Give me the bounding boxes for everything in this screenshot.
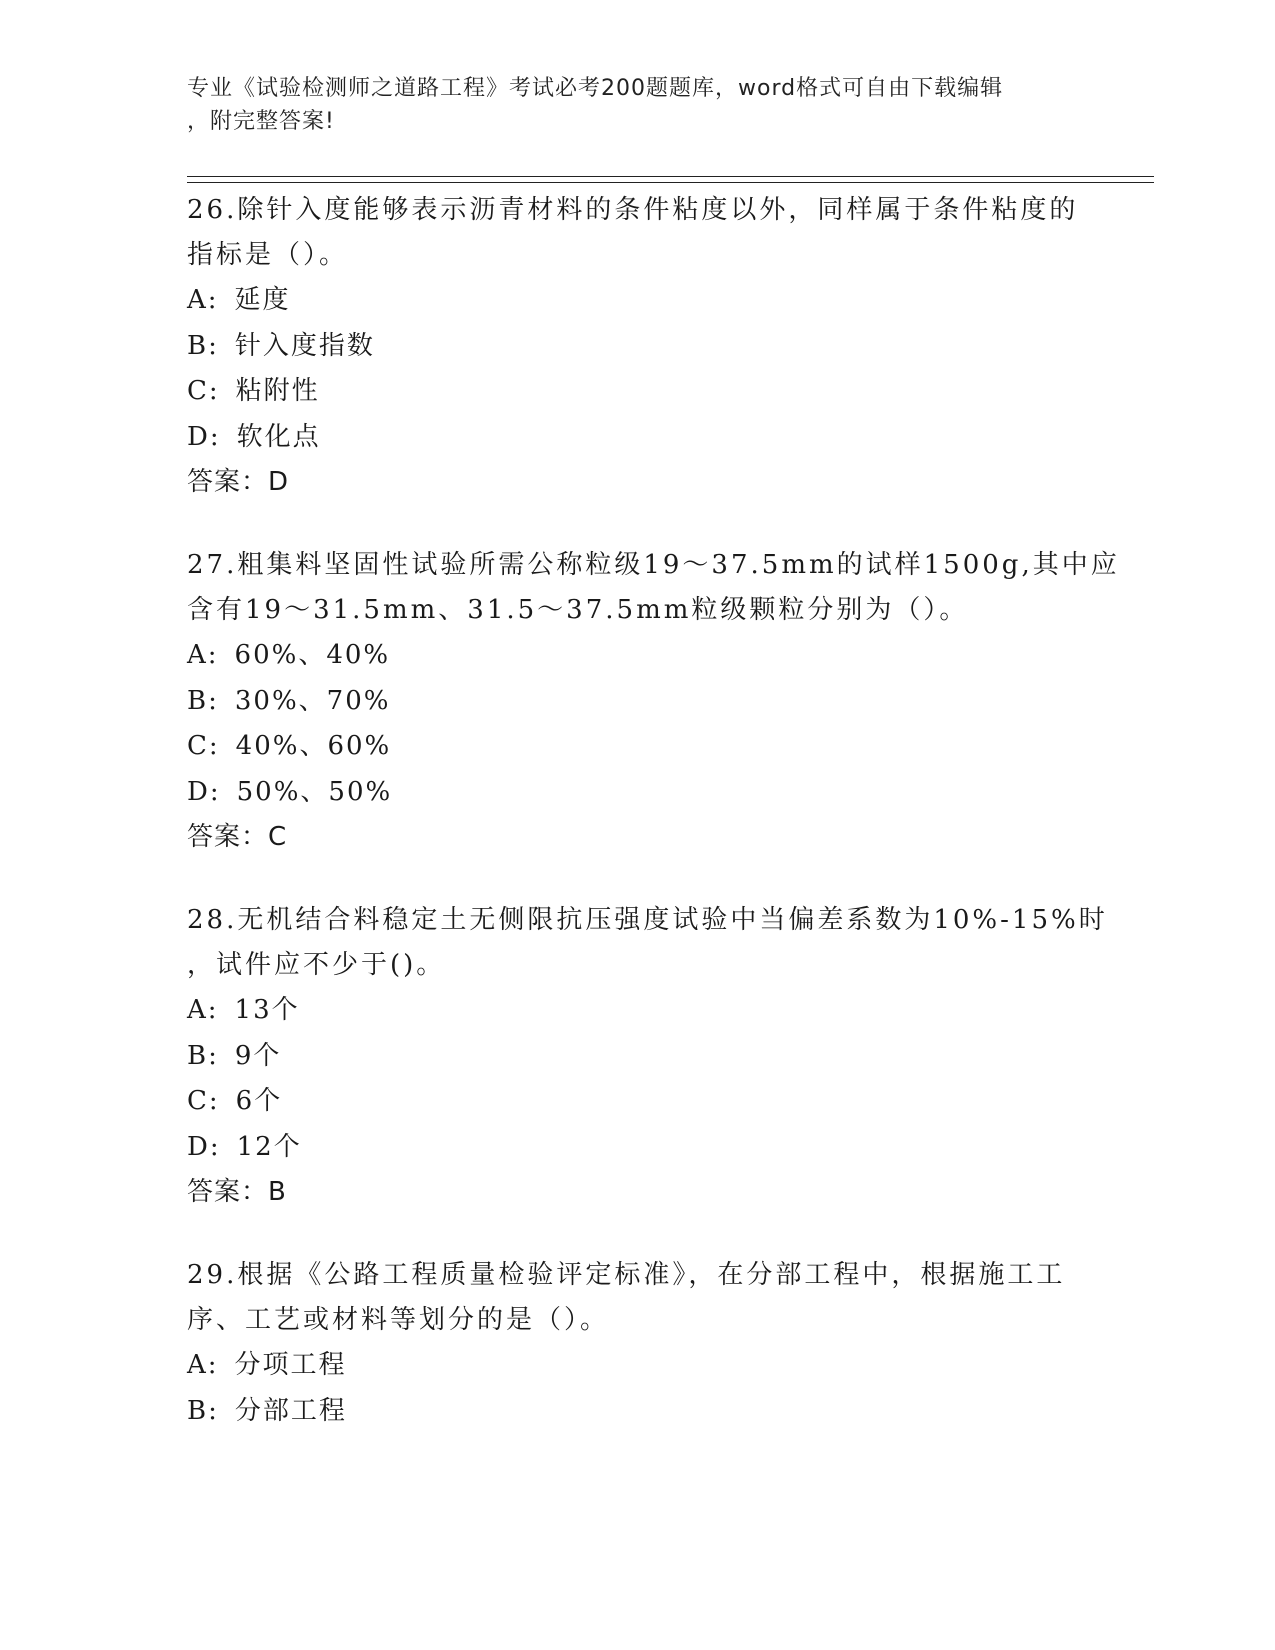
document-header [187, 72, 1067, 138]
option-key: D: [187, 776, 221, 807]
answer-line: 答案：C [187, 822, 288, 852]
option-d [187, 770, 1087, 816]
option-text: 13个 [234, 995, 300, 1025]
option-a [187, 1343, 1087, 1389]
option-text: 粘附性 [235, 376, 320, 406]
option-text: 60%、40% [234, 640, 391, 670]
option-text: 9个 [234, 1040, 282, 1071]
option-b [187, 1034, 1087, 1080]
stem-line: ，试件应不少于()。 [187, 950, 446, 980]
option-key: A: [187, 995, 219, 1025]
question-item [187, 898, 1108, 1215]
option-b [187, 679, 1087, 725]
answer-line: 答案：D [187, 467, 290, 497]
option-a [187, 988, 1087, 1034]
option-text: 50%、50% [236, 776, 393, 807]
question-item [187, 543, 1120, 860]
option-b [187, 1389, 1087, 1435]
option-key: B: [187, 1040, 219, 1071]
question-stem [187, 1253, 1087, 1343]
question-list [187, 188, 1120, 1472]
option-key: A: [187, 640, 219, 670]
stem-line: 指标是（）。 [187, 240, 349, 270]
header-line-1: 专业《试验检测师之道路工程》考试必考200题题库，word格式可自由下载编辑 [187, 76, 1004, 101]
stem-line: 29.根据《公路工程质量检验评定标准》，在分部工程中，根据施工工 [187, 1260, 1066, 1290]
option-d [187, 1125, 1087, 1171]
option-c [187, 1079, 1087, 1125]
option-key: C: [187, 1086, 220, 1116]
header-divider-top [187, 176, 1154, 177]
option-key: B: [187, 330, 219, 361]
question-item [187, 188, 1087, 505]
option-c [187, 369, 1087, 415]
stem-line: 28.无机结合料稳定土无侧限抗压强度试验中当偏差系数为10%-15%时 [187, 905, 1108, 935]
option-text: 软化点 [236, 421, 321, 452]
option-key: D: [187, 1131, 221, 1162]
option-text: 针入度指数 [234, 330, 375, 361]
stem-line: 26.除针入度能够表示沥青材料的条件粘度以外，同样属于条件粘度的 [187, 195, 1079, 225]
question-item [187, 1253, 1087, 1434]
option-b [187, 324, 1087, 370]
option-text: 分项工程 [234, 1350, 347, 1380]
option-a [187, 633, 1087, 679]
option-key: C: [187, 731, 220, 761]
option-a [187, 278, 1087, 324]
option-key: A: [187, 285, 219, 315]
option-key: C: [187, 376, 220, 406]
option-text: 6个 [235, 1086, 283, 1116]
option-c [187, 724, 1087, 770]
question-stem [187, 188, 1087, 278]
option-text: 40%、60% [235, 731, 392, 761]
option-text: 30%、70% [234, 685, 391, 716]
answer-line: 答案：B [187, 1177, 287, 1207]
option-text: 12个 [236, 1131, 302, 1162]
option-d [187, 415, 1087, 461]
question-stem [187, 898, 1108, 988]
stem-line: 序、工艺或材料等划分的是（）。 [187, 1305, 610, 1335]
header-divider-bottom [187, 182, 1154, 183]
header-line-2: ，附完整答案! [187, 109, 335, 134]
option-key: B: [187, 1395, 219, 1426]
option-key: B: [187, 685, 219, 716]
option-text: 延度 [234, 285, 291, 315]
question-stem [187, 543, 1120, 633]
stem-line: 27.粗集料坚固性试验所需公称粒级19～37.5mm的试样1500g,其中应 [187, 550, 1120, 580]
stem-line: 含有19～31.5mm、31.5～37.5mm粒级颗粒分别为（）。 [187, 595, 969, 625]
option-text: 分部工程 [234, 1395, 347, 1426]
option-key: A: [187, 1350, 219, 1380]
option-key: D: [187, 421, 221, 452]
